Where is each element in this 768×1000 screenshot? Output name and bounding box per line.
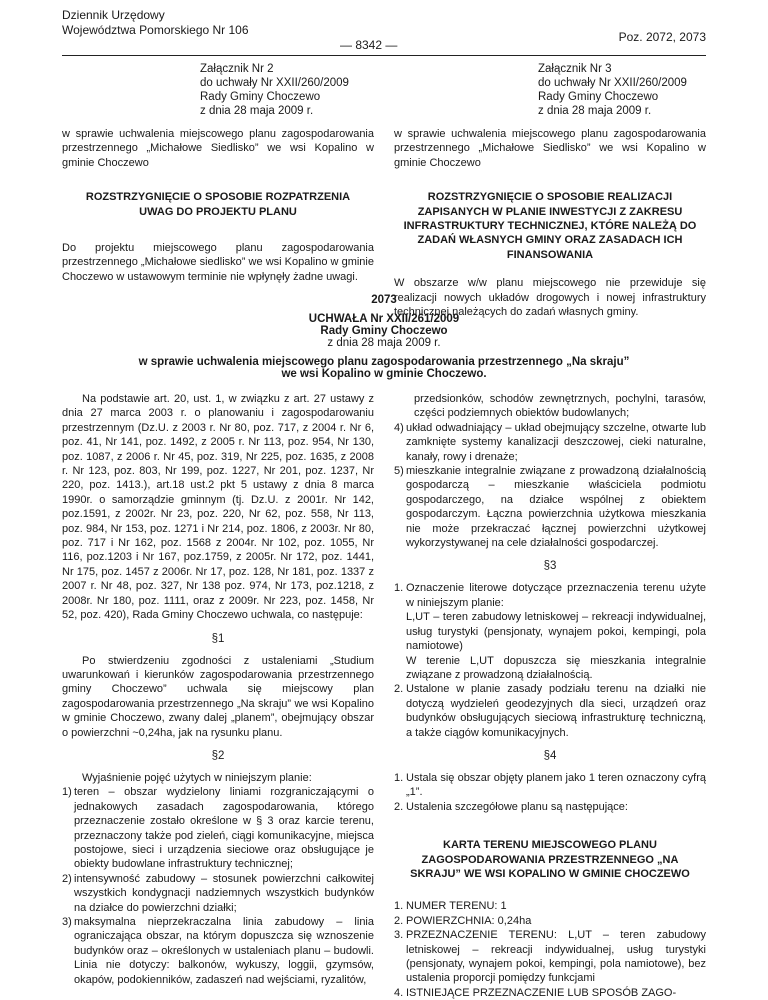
- journal-line-2: Województwa Pomorskiego Nr 106: [62, 23, 249, 37]
- attachment-2: [62, 62, 374, 284]
- attachment-3-heading: ROZSTRZYGNIĘCIE O SPOSOBIE REALIZACJI ZAPISANYCH W PLANIE INWESTYCJI Z ZAKRESU INFRASTRUKTURY TECHNICZNEJ, KTÓRE NALEŻĄ DO ZADAŃ WŁASNYCH GMINY ORAZ ZASADACH ICH FINANSOWANIA: [403, 191, 697, 261]
- list-item: [394, 581, 706, 682]
- section-2-heading: §2: [211, 749, 225, 762]
- attachment-3-caption: [538, 62, 706, 118]
- section-1-text: Po stwierdzeniu zgodności z ustaleniami „Studium uwarunkowań i kierunków zagospodarowania przestrzennego gminy Choczewo” uchwala się miejscowy plan zagospodarowania przestrzennego „Na skraju” we wsi Kopalino w gminie Choczewo, zwany dalej „planem”, obejmujący obszar o powierzchni ~0,24ha, jak na rysunku planu.: [62, 654, 374, 739]
- page-number: — 8342 —: [340, 38, 398, 52]
- section-4-heading: §4: [543, 749, 557, 762]
- left-column: [62, 392, 374, 987]
- attachment-2-subject: w sprawie uchwalenia miejscowego planu zagospodarowania przestrzennego „Michałowe Siedlisko” we wsi Kopalino w gminie Choczewo: [62, 128, 374, 169]
- item-number: 1): [62, 786, 72, 799]
- item-number: 3): [62, 916, 72, 928]
- attachment-2-caption: [200, 62, 374, 118]
- resolution-number: 2073: [371, 294, 397, 306]
- item-number: 2.: [394, 914, 404, 927]
- item-text: intensywność zabudowy – stosunek powierzchni całkowitej wszystkich kondygnacji nadziemnych wszystkich budynków na działce do powierzchni działki;: [74, 872, 374, 914]
- item-number: 3.: [394, 929, 404, 942]
- terrain-card-title: KARTA TERENU MIEJSCOWEGO PLANU ZAGOSPODAROWANIA PRZESTRZENNEGO „NA SKRAJU” WE WSI KOPALINO W GMINIE CHOCZEWO: [410, 839, 690, 880]
- journal-title: [62, 8, 249, 38]
- list-item: [62, 915, 374, 987]
- item-text: mieszkanie integralnie związane z prowadzoną działalnością gospodarczą – mieszkanie właściciela podmiotu gospodarczego, na działce wspólnej z obiektem gospodarczym. Łączna powierzchnia użytkowa mieszkania nie może przekraczać łącznej powierzchni użytkowej wykorzystywanej na cele działalności gospodarczej.: [406, 465, 706, 550]
- item-main-text: Oznaczenie literowe dotyczące przeznaczenia terenu użyte w niniejszym planie:: [406, 582, 706, 609]
- list-item: [394, 899, 706, 913]
- item-text: Ustalone w planie zasady podziału terenu na działki nie dotyczą wydzieleń geodezyjnych dla sieci, urządzeń oraz budynków obsługujących sieciową infrastrukturę techniczną, a także ciągów komunikacyjnych.: [406, 683, 706, 739]
- resolution-header: [62, 294, 706, 380]
- caption-line: z dnia 28 maja 2009 r.: [200, 105, 314, 117]
- item-number: 1.: [394, 582, 404, 595]
- item-text: Ustala się obszar objęty planem jako 1 teren oznaczony cyfrą „1”.: [406, 771, 706, 799]
- header-rule: [62, 55, 706, 56]
- item-number: 2.: [394, 800, 404, 813]
- list-item: [394, 800, 706, 814]
- list-item: [394, 771, 706, 800]
- item-number: 2): [62, 872, 72, 885]
- item-text: NUMER TERENU: 1: [406, 900, 507, 913]
- attachment-3-body: W obszarze w/w planu miejscowego nie przewiduje się realizacji nowych układów drogowych i nowej infrastruktury technicznej należących do zadań własnych gminy.: [394, 277, 706, 319]
- item-extra-text: W terenie L,UT dopuszcza się mieszkania integralnie związane z prowadzoną działalnością.: [406, 654, 706, 681]
- preamble: Na podstawie art. 20, ust. 1, w związku z art. 27 ustawy z dnia 27 marca 2003 r. o planowaniu i zagospodarowaniu przestrzennym (Dz.U. z 2003 r. Nr 80, poz. 717, z 2004 r. Nr 6, poz. 41, Nr 141, poz. 1492, z 2005 r. Nr 113, poz. 954, Nr 130, poz. 1087, z 2006 r. Nr 45, poz. 319, Nr 225, poz. 1635, z 2008 r. Nr 123, poz. 803, Nr 199, poz. 1227, Nr 201, poz. 1237, Nr 220, poz. 1413.), art.18 ust.2 pkt 5 ustawy z dnia 8 marca 1990r. o samorządzie gminnym (tj. Dz.U. z 2001r. Nr 142, poz.1591, z 2002r. Nr 23, poz. 220, Nr 62, poz. 558, Nr 113, poz. 984, Nr 153, poz. 1271 i Nr 214, poz. 1806, z 2003r. Nr 80, poz. 717 i Nr 162, poz. 1568 z 2004r. Nr 102, poz. 1055, Nr 116, poz.1203 i Nr 167, poz.1759, z 2005r. Nr 172, poz. 1441, Nr 175, poz. 1457 z 2006r. Nr 17, poz. 128, Nr 181, poz. 1337 z 2007 r. Nr 48, poz. 327, Nr 138 poz. 974, Nr 173, poz.1218, z 2008r. Nr 180, poz. 1111, oraz z 2009r. Nr 223, poz. 1458, Nr 52, poz. 420), Rada Gminy Choczewo uchwala, co następuje:: [62, 393, 374, 622]
- caption-line: do uchwały Nr XXII/260/2009: [200, 77, 349, 89]
- list-item: [394, 928, 706, 986]
- list-item: [394, 914, 706, 928]
- item-number: 2.: [394, 683, 404, 696]
- item-text: teren – obszar wydzielony liniami rozgraniczającymi o jednakowych zasadach zagospodarowania, którego przeznaczenie zostało określone w § 3 oraz karcie terenu, przeznaczony także pod zieleń, ciągi komunikacyjne, miejsca postojowe, sieci i urządzenia sieciowe oraz obsługujące je obiekty budowlane infrastruktury technicznej;: [74, 786, 374, 871]
- list-item: [394, 464, 706, 550]
- attachment-3-subject: w sprawie uchwalenia miejscowego planu zagospodarowania przestrzennego „Michałowe Siedlisko” we wsi Kopalino w gminie Choczewo: [394, 128, 706, 169]
- section-3-heading: §3: [543, 560, 557, 573]
- resolution-council: Rady Gminy Choczewo: [320, 325, 448, 337]
- caption-line: z dnia 28 maja 2009 r.: [538, 105, 652, 117]
- list-item: [394, 682, 706, 740]
- item-number: 1.: [394, 900, 404, 913]
- attachment-2-body: Do projektu miejscowego planu zagospodarowania przestrzennego „Michałowe siedlisko” we wsi Kopalino w gminie Choczewo w ustawowym terminie nie wpłynęły żadne uwagi.: [62, 242, 374, 283]
- definitions-list: [62, 785, 374, 987]
- caption-line: Załącznik Nr 3: [538, 63, 612, 75]
- item-number: 4.: [394, 986, 404, 999]
- attachment-3: [394, 62, 706, 319]
- item-text: maksymalna nieprzekraczalna linia zabudowy – linia ograniczająca obszar, na którym dopuszcza się wznoszenie budynków oraz – określonych w ustaleniach planu – budowli. Linia nie dotyczy: balkonów, wykuszy, loggii, gzymsów, okapów, podokienników, zadaszeń nad wejściami, ryzalitów,: [74, 916, 374, 986]
- item-text: POWIERZCHNIA: 0,24ha: [406, 914, 532, 927]
- resolution-date: z dnia 28 maja 2009 r.: [327, 337, 441, 349]
- list-item: [62, 872, 374, 915]
- journal-line-1: Dziennik Urzędowy: [62, 8, 165, 22]
- resolution-subject-1: w sprawie uchwalenia miejscowego planu zagospodarowania przestrzennego „Na skraju”: [138, 356, 630, 368]
- caption-line: Rady Gminy Choczewo: [200, 91, 321, 103]
- resolution-title: UCHWAŁA Nr XXII/261/2009: [308, 313, 460, 325]
- position-label: Poz. 2072, 2073: [618, 30, 706, 44]
- list-item: [394, 421, 706, 464]
- terrain-card-list: [394, 899, 706, 1000]
- caption-line: Rady Gminy Choczewo: [538, 91, 659, 103]
- caption-line: do uchwały Nr XXII/260/2009: [538, 77, 687, 89]
- section-1-heading: §1: [211, 632, 225, 645]
- caption-line: Załącznik Nr 2: [200, 63, 274, 75]
- item-text: układ odwadniający – układ obejmujący szczelne, otwarte lub zamknięte systemy kanalizacji deszczowej, cieki naturalne, kanały, rowy i drenaże;: [406, 421, 706, 463]
- item-text: Ustalenia szczegółowe planu są następujące:: [406, 800, 628, 813]
- definition-continuation: przedsionków, schodów zewnętrznych, pochylni, tarasów, części podziemnych obiektów budowlanych;: [414, 393, 706, 420]
- item-extra-text: L,UT – teren zabudowy letniskowej – rekreacji indywidualnej, usług turystyki (pensjonaty, wynajem pokoi, kempingi, pola namiotowe): [406, 611, 706, 653]
- item-text: PRZEZNACZENIE TERENU: L,UT – teren zabudowy letniskowej – rekreacji indywidualnej, usług turystyki (pensjonaty, wynajem pokoi, kempingi, pola namiotowe), bez ustalenia proporcji pomiędzy funkcjami: [406, 929, 706, 985]
- item-number: 1.: [394, 771, 404, 784]
- attachment-2-heading: ROZSTRZYGNIĘCIE O SPOSOBIE ROZPATRZENIA UWAG DO PROJEKTU PLANU: [85, 191, 351, 218]
- item-number: 5): [394, 465, 404, 478]
- list-item: [394, 986, 706, 1000]
- item-number: 4): [394, 421, 404, 434]
- right-column: [394, 392, 706, 1000]
- resolution-subject-2: we wsi Kopalino w gminie Choczewo.: [281, 368, 487, 380]
- list-item: [62, 785, 374, 871]
- item-text: ISTNIEJĄCE PRZEZNACZENIE LUB SPOSÓB ZAGO-: [406, 986, 677, 999]
- section-2-intro: Wyjaśnienie pojęć użytych w niniejszym planie:: [82, 771, 312, 784]
- item-text: [406, 581, 706, 682]
